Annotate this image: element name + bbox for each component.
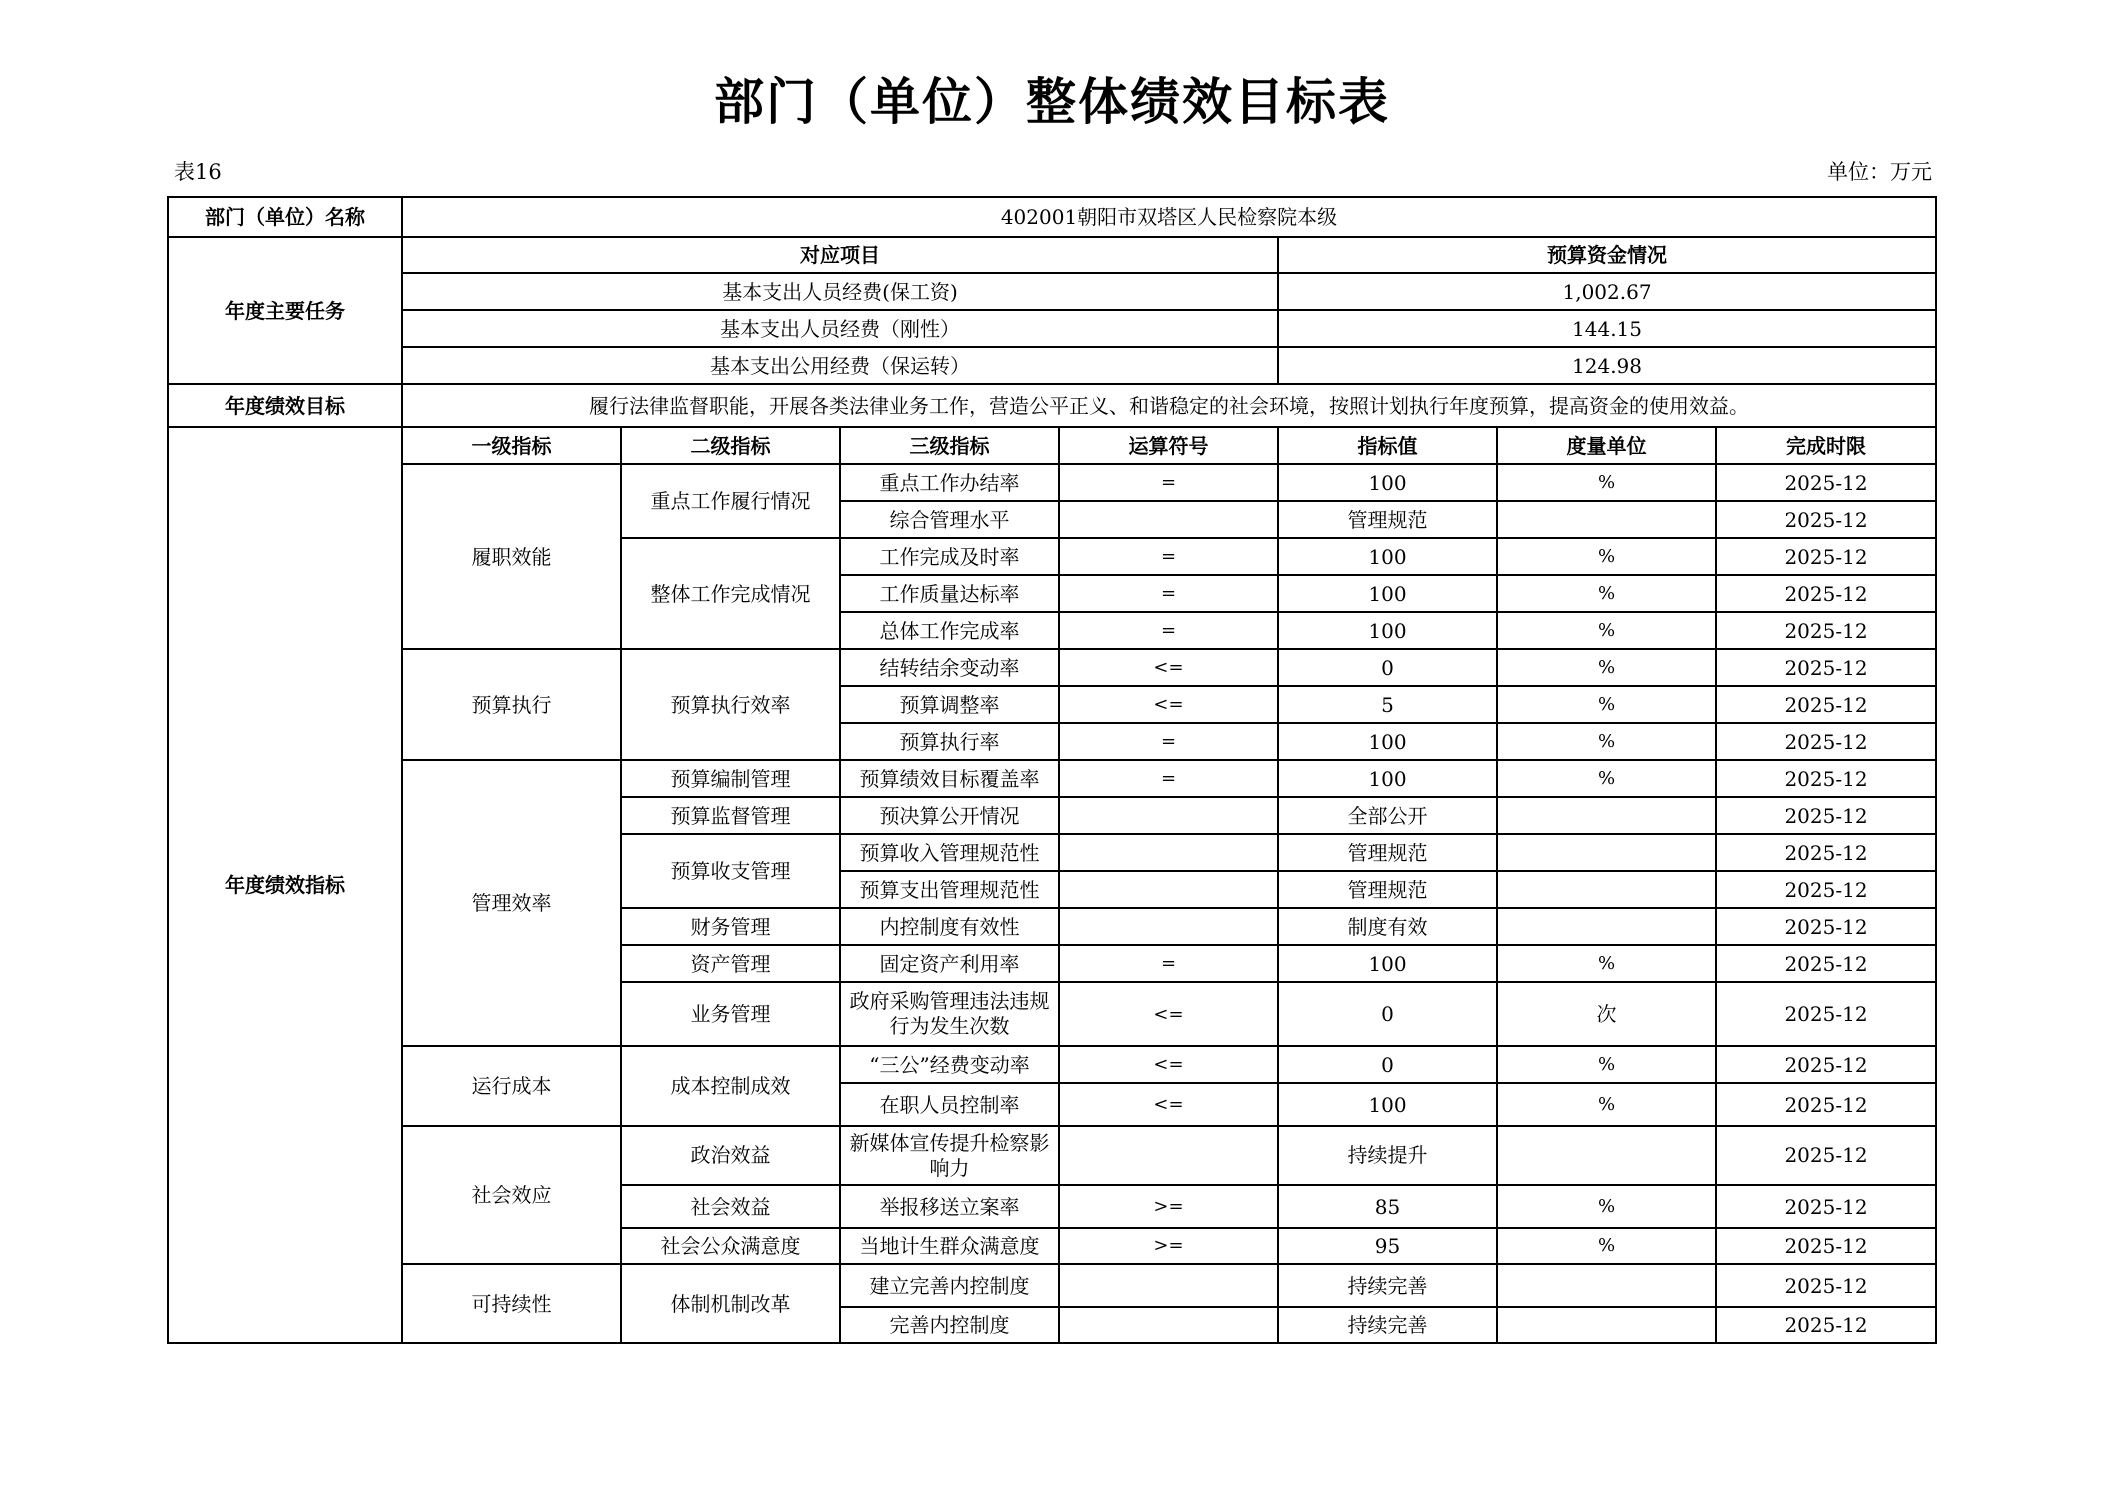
value-cell: 0 [1278,982,1497,1046]
operator-cell: <= [1059,686,1278,723]
operator-cell: = [1059,464,1278,501]
value-cell: 100 [1278,760,1497,797]
unit-cell: % [1497,538,1716,575]
operator-cell: >= [1059,1185,1278,1228]
level3-cell: 工作完成及时率 [840,538,1059,575]
task-amount: 1,002.67 [1278,273,1936,310]
due-cell: 2025-12 [1716,723,1936,760]
due-cell: 2025-12 [1716,1264,1936,1307]
due-cell: 2025-12 [1716,1307,1936,1343]
due-cell: 2025-12 [1716,834,1936,871]
table-row [168,464,1936,501]
unit-cell: % [1497,760,1716,797]
value-cell: 85 [1278,1185,1497,1228]
table-row [168,1046,1936,1083]
operator-cell: = [1059,723,1278,760]
level2-cell: 预算编制管理 [621,760,840,797]
page-title: 部门（单位）整体绩效目标表 [714,73,1390,131]
due-cell: 2025-12 [1716,686,1936,723]
level3-cell: 结转结余变动率 [840,649,1059,686]
level2-cell: 资产管理 [621,945,840,982]
value-cell: 管理规范 [1278,871,1497,908]
unit-cell: % [1497,1228,1716,1264]
due-cell: 2025-12 [1716,760,1936,797]
due-cell: 2025-12 [1716,538,1936,575]
value-cell: 100 [1278,538,1497,575]
unit-cell [1497,834,1716,871]
operator-cell: = [1059,538,1278,575]
operator-cell: <= [1059,982,1278,1046]
operator-cell: >= [1059,1228,1278,1264]
operator-cell [1059,1307,1278,1343]
due-cell: 2025-12 [1716,908,1936,945]
due-cell: 2025-12 [1716,1126,1936,1185]
due-cell: 2025-12 [1716,612,1936,649]
level1-cell: 运行成本 [402,1046,621,1126]
due-cell: 2025-12 [1716,501,1936,538]
operator-cell: = [1059,945,1278,982]
tasks-header-row [168,237,1936,273]
value-cell: 制度有效 [1278,908,1497,945]
table-number: 表16 [174,160,222,184]
tasks-label: 年度主要任务 [168,237,402,384]
performance-table [167,196,1937,1344]
level3-cell: 在职人员控制率 [840,1083,1059,1126]
col-header: 三级指标 [840,427,1059,464]
level3-cell: 预算支出管理规范性 [840,871,1059,908]
value-cell: 0 [1278,649,1497,686]
value-cell: 全部公开 [1278,797,1497,834]
level2-cell: 预算监督管理 [621,797,840,834]
task-row [168,347,1936,384]
table-row [168,1126,1936,1185]
level2-cell: 预算执行效率 [621,649,840,760]
level3-cell: 预算调整率 [840,686,1059,723]
level2-cell: 重点工作履行情况 [621,464,840,538]
unit-cell: % [1497,649,1716,686]
value-cell: 100 [1278,464,1497,501]
level3-cell: 总体工作完成率 [840,612,1059,649]
operator-cell: <= [1059,1083,1278,1126]
level3-cell: “三公”经费变动率 [840,1046,1059,1083]
operator-cell: <= [1059,1046,1278,1083]
level3-cell: 内控制度有效性 [840,908,1059,945]
task-name: 基本支出公用经费（保运转） [402,347,1278,384]
operator-cell [1059,501,1278,538]
dept-row [168,197,1936,237]
unit-cell: % [1497,945,1716,982]
level1-cell: 社会效应 [402,1126,621,1264]
unit-cell [1497,1126,1716,1185]
level3-cell: 举报移送立案率 [840,1185,1059,1228]
unit-cell [1497,797,1716,834]
operator-cell [1059,908,1278,945]
value-cell: 持续提升 [1278,1126,1497,1185]
level2-cell: 成本控制成效 [621,1046,840,1126]
level3-cell: 预决算公开情况 [840,797,1059,834]
col-header: 指标值 [1278,427,1497,464]
level3-cell: 预算执行率 [840,723,1059,760]
level3-cell: 完善内控制度 [840,1307,1059,1343]
level2-cell: 社会公众满意度 [621,1228,840,1264]
col-header: 一级指标 [402,427,621,464]
goal-text: 履行法律监督职能，开展各类法律业务工作，营造公平正义、和谐稳定的社会环境，按照计划执行年度预算，提高资金的使用效益。 [402,384,1936,427]
tasks-col-budget: 预算资金情况 [1278,237,1936,273]
operator-cell: <= [1059,649,1278,686]
col-header: 二级指标 [621,427,840,464]
unit-cell: % [1497,575,1716,612]
due-cell: 2025-12 [1716,1228,1936,1264]
unit-cell: % [1497,1185,1716,1228]
unit-cell [1497,871,1716,908]
unit-cell [1497,1307,1716,1343]
unit-cell: % [1497,1046,1716,1083]
level2-cell: 预算收支管理 [621,834,840,908]
unit-cell: % [1497,1083,1716,1126]
value-cell: 持续完善 [1278,1264,1497,1307]
task-name: 基本支出人员经费(保工资) [402,273,1278,310]
unit-label: 单位：万元 [1827,160,1932,184]
level1-cell: 预算执行 [402,649,621,760]
value-cell: 100 [1278,723,1497,760]
task-amount: 124.98 [1278,347,1936,384]
level2-cell: 社会效益 [621,1185,840,1228]
value-cell: 100 [1278,945,1497,982]
due-cell: 2025-12 [1716,464,1936,501]
task-row [168,310,1936,347]
col-header: 完成时限 [1716,427,1936,464]
col-header: 度量单位 [1497,427,1716,464]
operator-cell: = [1059,612,1278,649]
value-cell: 5 [1278,686,1497,723]
due-cell: 2025-12 [1716,945,1936,982]
unit-cell [1497,501,1716,538]
operator-cell [1059,1126,1278,1185]
task-amount: 144.15 [1278,310,1936,347]
task-row [168,273,1936,310]
level3-cell: 固定资产利用率 [840,945,1059,982]
value-cell: 100 [1278,612,1497,649]
goal-row [168,384,1936,427]
due-cell: 2025-12 [1716,575,1936,612]
value-cell: 持续完善 [1278,1307,1497,1343]
indicators-label: 年度绩效指标 [168,427,402,1343]
level2-cell: 整体工作完成情况 [621,538,840,649]
value-cell: 0 [1278,1046,1497,1083]
level3-cell: 预算收入管理规范性 [840,834,1059,871]
operator-cell: = [1059,760,1278,797]
operator-cell [1059,834,1278,871]
unit-cell: 次 [1497,982,1716,1046]
level2-cell: 体制机制改革 [621,1264,840,1343]
level1-cell: 可持续性 [402,1264,621,1343]
level3-cell: 预算绩效目标覆盖率 [840,760,1059,797]
level3-cell: 重点工作办结率 [840,464,1059,501]
value-cell: 管理规范 [1278,834,1497,871]
col-header: 运算符号 [1059,427,1278,464]
value-cell: 95 [1278,1228,1497,1264]
unit-cell: % [1497,612,1716,649]
level2-cell: 业务管理 [621,982,840,1046]
unit-cell: % [1497,686,1716,723]
dept-label: 部门（单位）名称 [168,197,402,237]
value-cell: 100 [1278,575,1497,612]
level1-cell: 履职效能 [402,464,621,649]
level3-cell: 政府采购管理违法违规行为发生次数 [840,982,1059,1046]
due-cell: 2025-12 [1716,797,1936,834]
indicator-header-row [168,427,1936,464]
level3-cell: 新媒体宣传提升检察影响力 [840,1126,1059,1185]
value-cell: 100 [1278,1083,1497,1126]
due-cell: 2025-12 [1716,871,1936,908]
goal-label: 年度绩效目标 [168,384,402,427]
level1-cell: 管理效率 [402,760,621,1046]
task-name: 基本支出人员经费（刚性） [402,310,1278,347]
due-cell: 2025-12 [1716,1046,1936,1083]
unit-cell: % [1497,464,1716,501]
level3-cell: 当地计生群众满意度 [840,1228,1059,1264]
level3-cell: 综合管理水平 [840,501,1059,538]
table-row [168,1264,1936,1307]
tasks-col-project: 对应项目 [402,237,1278,273]
due-cell: 2025-12 [1716,1185,1936,1228]
table-row [168,760,1936,797]
operator-cell [1059,1264,1278,1307]
level3-cell: 建立完善内控制度 [840,1264,1059,1307]
unit-cell [1497,1264,1716,1307]
value-cell: 管理规范 [1278,501,1497,538]
unit-cell [1497,908,1716,945]
level2-cell: 政治效益 [621,1126,840,1185]
unit-cell: % [1497,723,1716,760]
level3-cell: 工作质量达标率 [840,575,1059,612]
operator-cell [1059,797,1278,834]
due-cell: 2025-12 [1716,1083,1936,1126]
level2-cell: 财务管理 [621,908,840,945]
operator-cell [1059,871,1278,908]
dept-value: 402001朝阳市双塔区人民检察院本级 [402,197,1936,237]
operator-cell: = [1059,575,1278,612]
table-row [168,649,1936,686]
due-cell: 2025-12 [1716,649,1936,686]
due-cell: 2025-12 [1716,982,1936,1046]
